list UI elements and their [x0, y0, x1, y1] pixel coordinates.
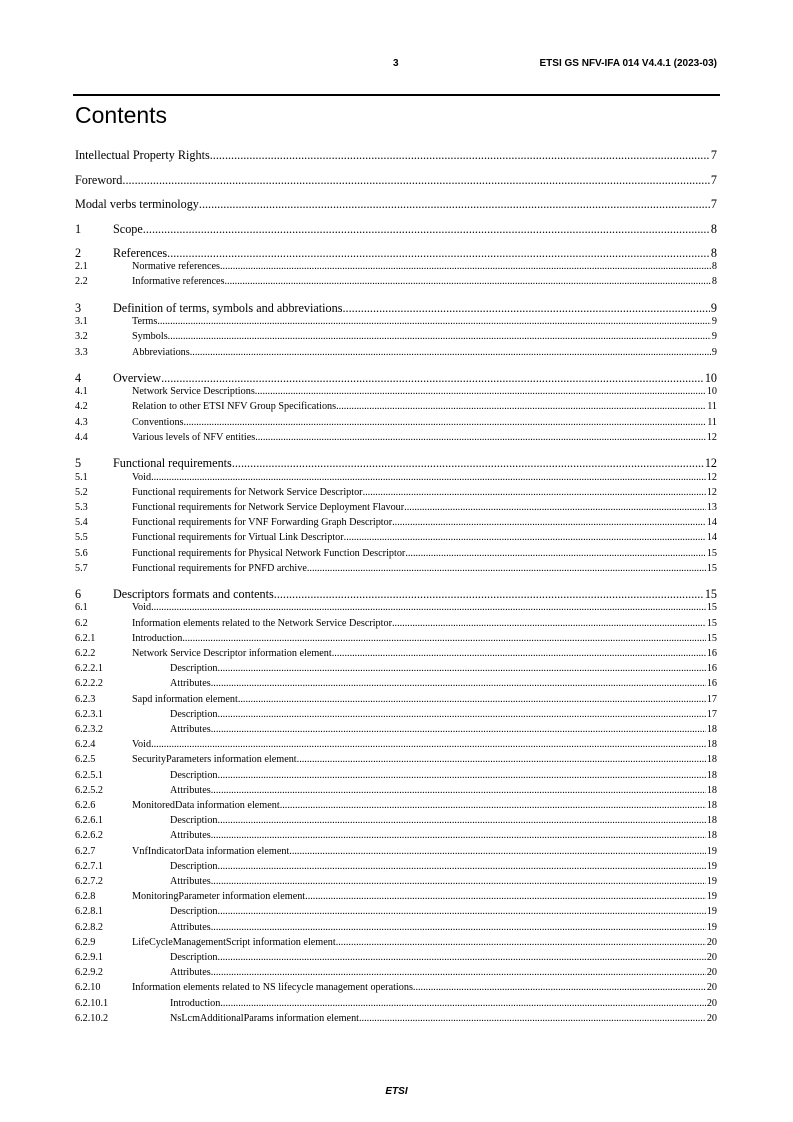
toc-entry-number: 6.2.7.2	[75, 876, 104, 887]
toc-entry-title: Description	[170, 708, 218, 720]
toc-entry[interactable]	[75, 998, 717, 1009]
toc-entry-title: Abbreviations	[132, 346, 190, 358]
toc-entry-page: 12	[706, 471, 717, 483]
toc-entry[interactable]	[75, 891, 717, 902]
toc-entry-title: Attributes	[170, 830, 211, 842]
toc-leader-dots	[224, 276, 710, 287]
toc-entry-page: 19	[706, 906, 717, 918]
toc-entry-page: 9	[711, 316, 717, 328]
toc-entry-page: 20	[706, 1012, 717, 1024]
toc-entry-number: 6.2.8.1	[75, 906, 104, 918]
toc-leader-dots	[143, 222, 710, 237]
toc-leader-dots	[413, 982, 706, 993]
toc-leader-dots	[218, 861, 706, 872]
toc-leader-dots	[210, 148, 710, 163]
toc-entry-number: 5.7	[75, 562, 88, 574]
toc-entry-number: 6.2.5.2	[75, 784, 104, 796]
toc-entry-page: 15	[706, 562, 717, 574]
toc-leader-dots	[336, 401, 706, 412]
toc-entry[interactable]	[75, 197, 717, 212]
toc-entry[interactable]	[75, 563, 717, 574]
toc-entry[interactable]	[75, 331, 717, 342]
table-of-contents	[75, 0, 717, 1100]
toc-entry-page: 14	[706, 532, 717, 544]
toc-entry[interactable]	[75, 432, 717, 443]
toc-leader-dots	[392, 618, 706, 629]
toc-entry-number: 5	[75, 456, 82, 471]
toc-entry-page: 20	[706, 967, 717, 979]
toc-entry-title: Attributes	[170, 784, 211, 796]
toc-leader-dots	[336, 937, 706, 948]
toc-entry-page: 19	[706, 860, 717, 872]
toc-entry-title: Void	[132, 471, 152, 483]
toc-entry-number: 6.2.9.2	[75, 967, 104, 979]
toc-entry-number: 3.2	[75, 331, 88, 343]
toc-entry-number: 4.1	[75, 386, 88, 398]
page-title: Contents	[75, 102, 168, 128]
toc-entry-page: 19	[706, 921, 717, 933]
toc-leader-dots	[211, 922, 706, 933]
toc-entry-number: 6.2.6.2	[75, 830, 104, 842]
toc-entry-title: Functional requirements	[113, 456, 232, 471]
toc-entry[interactable]	[75, 678, 717, 689]
toc-entry-page: 16	[706, 648, 717, 659]
toc-entry-page: 15	[706, 617, 717, 629]
toc-leader-dots	[307, 563, 706, 574]
toc-leader-dots	[238, 694, 706, 705]
toc-entry-title: Description	[170, 906, 218, 918]
toc-leader-dots	[220, 261, 711, 272]
toc-entry[interactable]	[75, 1013, 717, 1024]
toc-entry-number: 5.4	[75, 517, 88, 529]
toc-entry-page: 19	[706, 845, 717, 857]
toc-leader-dots	[167, 246, 710, 261]
toc-leader-dots	[218, 815, 706, 826]
toc-entry-page: 10	[704, 371, 717, 385]
toc-entry-number: 6.1	[75, 602, 88, 614]
toc-entry-title: Intellectual Property Rights	[75, 148, 210, 162]
toc-entry[interactable]	[75, 770, 717, 781]
toc-entry-number: 6.2.10	[75, 982, 101, 994]
toc-leader-dots	[218, 952, 706, 963]
toc-entry-number: 6.2.6.1	[75, 815, 104, 827]
toc-entry-title: Scope	[113, 221, 143, 236]
toc-entry-title: SecurityParameters information element	[132, 754, 297, 766]
toc-entry-title: Various levels of NFV entities	[132, 431, 256, 443]
toc-leader-dots	[289, 846, 706, 857]
toc-entry[interactable]	[75, 618, 717, 629]
toc-entry-number: 2	[75, 246, 82, 260]
toc-leader-dots	[343, 301, 710, 316]
toc-entry-number: 6.2.9.1	[75, 952, 104, 963]
toc-leader-dots	[255, 432, 706, 443]
toc-leader-dots	[218, 906, 706, 917]
toc-entry-number: 6.2.3.2	[75, 724, 104, 735]
toc-entry[interactable]	[75, 261, 717, 272]
toc-entry-title: Functional requirements for Network Service Descriptor	[132, 486, 363, 498]
toc-entry-page: 12	[706, 431, 717, 443]
toc-entry-title: Normative references	[132, 261, 220, 273]
toc-entry-number: 6.2.10.2	[75, 1012, 109, 1024]
toc-leader-dots	[405, 548, 706, 559]
toc-leader-dots	[211, 967, 706, 978]
toc-entry[interactable]	[75, 952, 717, 963]
toc-entry-title: Functional requirements for Network Service Deployment Flavour	[132, 501, 405, 513]
toc-entry-title: Introduction	[132, 632, 183, 644]
toc-leader-dots	[168, 331, 711, 342]
toc-entry[interactable]	[75, 386, 717, 397]
toc-entry-page: 18	[706, 800, 717, 811]
toc-entry-page: 16	[706, 678, 717, 690]
toc-entry-number: 5.1	[75, 471, 88, 483]
toc-leader-dots	[305, 891, 706, 902]
toc-entry-title: LifeCycleManagementScript information element	[132, 936, 336, 948]
toc-entry[interactable]	[75, 602, 717, 613]
toc-entry-number: 3	[75, 300, 82, 315]
toc-leader-dots	[392, 517, 706, 528]
toc-entry-title: Void	[132, 602, 152, 614]
toc-entry[interactable]	[75, 694, 717, 705]
toc-leader-dots	[280, 800, 706, 811]
toc-entry-number: 6	[75, 587, 82, 602]
toc-entry-title: Network Service Descriptions	[132, 386, 255, 398]
toc-entry-page: 8	[710, 246, 717, 260]
toc-entry-number: 6.2.3.1	[75, 708, 104, 720]
toc-entry[interactable]	[75, 222, 717, 237]
toc-leader-dots	[122, 173, 710, 188]
toc-entry-title: Network Service Descriptor information element	[132, 648, 332, 659]
toc-entry-page: 18	[706, 815, 717, 827]
toc-entry[interactable]	[75, 648, 717, 659]
toc-entry-title: Functional requirements for Virtual Link Descriptor	[132, 532, 344, 544]
toc-entry[interactable]	[75, 472, 717, 483]
toc-entry-page: 18	[706, 784, 717, 796]
toc-entry[interactable]	[75, 347, 717, 358]
toc-entry-title: VnfIndicatorData information element	[132, 845, 290, 857]
toc-leader-dots	[161, 371, 704, 386]
toc-entry-number: 2.1	[75, 261, 88, 273]
toc-entry-title: Information elements related to NS lifecycle management operations	[132, 982, 413, 994]
toc-entry-page: 20	[706, 982, 717, 994]
toc-entry-number: 6.2.4	[75, 739, 96, 751]
toc-entry-title: Terms	[132, 316, 158, 328]
toc-entry-title: Attributes	[170, 921, 211, 933]
toc-entry-title: Introduction	[170, 997, 221, 1009]
toc-entry-page: 18	[706, 769, 717, 781]
toc-entry-page: 12	[704, 456, 717, 471]
toc-entry-number: 6.2.6	[75, 800, 96, 811]
toc-entry-page: 18	[706, 830, 717, 842]
toc-entry[interactable]	[75, 967, 717, 978]
toc-leader-dots	[211, 678, 706, 689]
toc-leader-dots	[274, 587, 704, 602]
toc-entry-number: 4.2	[75, 401, 88, 413]
toc-entry-title: Symbols	[132, 331, 168, 343]
toc-entry-page: 13	[706, 501, 717, 513]
toc-entry[interactable]	[75, 417, 717, 428]
toc-entry-page: 19	[706, 891, 717, 903]
toc-entry-page: 19	[706, 876, 717, 887]
toc-entry-page: 16	[706, 663, 717, 675]
toc-leader-dots	[218, 663, 706, 674]
toc-entry[interactable]	[75, 532, 717, 543]
toc-entry-number: 6.2.8.2	[75, 921, 104, 933]
toc-leader-dots	[359, 1013, 706, 1024]
toc-entry-number: 2.2	[75, 276, 88, 288]
toc-entry[interactable]	[75, 815, 717, 826]
toc-entry[interactable]	[75, 739, 717, 750]
toc-entry[interactable]	[75, 754, 717, 765]
toc-entry-page: 15	[706, 547, 717, 559]
toc-entry-title: Modal verbs terminology	[75, 197, 199, 211]
toc-entry[interactable]	[75, 800, 717, 811]
toc-entry[interactable]	[75, 709, 717, 720]
toc-entry-title: Foreword	[75, 172, 123, 187]
toc-entry-number: 6.2.9	[75, 936, 96, 948]
toc-entry-number: 6.2.7.1	[75, 860, 104, 872]
toc-entry-page: 7	[710, 148, 717, 162]
toc-entry-number: 5.2	[75, 486, 88, 498]
toc-entry[interactable]	[75, 906, 717, 917]
toc-leader-dots	[255, 386, 706, 397]
toc-leader-dots	[211, 876, 706, 887]
toc-entry-page: 15	[706, 632, 717, 644]
toc-entry-title: Attributes	[170, 876, 211, 887]
toc-entry-number: 6.2.5.1	[75, 769, 104, 781]
toc-entry-page: 8	[711, 276, 717, 288]
toc-entry-title: References	[113, 246, 168, 260]
toc-entry-number: 4.3	[75, 416, 88, 428]
toc-leader-dots	[363, 487, 706, 498]
toc-entry-page: 14	[706, 517, 717, 529]
toc-entry-title: Description	[170, 769, 218, 781]
toc-leader-dots	[220, 998, 705, 1009]
toc-entry-title: Attributes	[170, 967, 211, 979]
toc-entry-number: 6.2.5	[75, 754, 96, 766]
toc-leader-dots	[211, 830, 706, 841]
toc-entry-title: Description	[170, 952, 218, 963]
toc-entry[interactable]	[75, 548, 717, 559]
toc-entry-number: 6.2.8	[75, 891, 96, 903]
toc-entry-title: Descriptors formats and contents	[113, 587, 274, 602]
toc-leader-dots	[232, 456, 704, 471]
toc-leader-dots	[211, 724, 706, 735]
toc-entry-number: 6.2.2.1	[75, 663, 104, 675]
toc-entry-title: Informative references	[132, 276, 225, 288]
toc-entry-number: 6.2.2.2	[75, 678, 104, 690]
toc-entry-title: Definition of terms, symbols and abbreviations	[113, 300, 343, 315]
toc-entry-title: MonitoringParameter information element	[132, 891, 306, 903]
toc-entry[interactable]	[75, 173, 717, 188]
toc-entry-page: 20	[706, 997, 717, 1009]
toc-entry-title: MonitoredData information element	[132, 800, 280, 811]
toc-leader-dots	[218, 709, 706, 720]
toc-entry-number: 6.2.7	[75, 845, 96, 857]
toc-entry[interactable]	[75, 316, 717, 327]
toc-entry-page: 9	[711, 331, 717, 343]
toc-entry-page: 18	[706, 724, 717, 735]
toc-leader-dots	[151, 472, 706, 483]
toc-entry[interactable]	[75, 587, 717, 602]
toc-entry[interactable]	[75, 371, 717, 386]
toc-entry[interactable]	[75, 456, 717, 471]
toc-entry-page: 15	[706, 602, 717, 614]
toc-entry-title: Relation to other ETSI NFV Group Specifications	[132, 401, 337, 413]
toc-entry-number: 4	[75, 371, 82, 385]
toc-entry-title: Conventions	[132, 416, 184, 428]
toc-entry-page: 12	[706, 486, 717, 498]
toc-entry[interactable]	[75, 487, 717, 498]
toc-entry-page: 8	[710, 221, 717, 236]
toc-entry-title: Information elements related to the Network Service Descriptor	[132, 617, 392, 629]
toc-entry[interactable]	[75, 846, 717, 857]
toc-leader-dots	[199, 197, 710, 212]
toc-leader-dots	[182, 633, 705, 644]
toc-entry-number: 6.2.2	[75, 648, 96, 659]
toc-entry-number: 4.4	[75, 431, 88, 443]
toc-entry-number: 3.3	[75, 346, 88, 358]
toc-entry-page: 7	[710, 172, 717, 187]
toc-entry-page: 20	[706, 952, 717, 963]
toc-entry[interactable]	[75, 922, 717, 933]
toc-entry-page: 20	[706, 936, 717, 948]
toc-entry[interactable]	[75, 148, 717, 163]
toc-entry-number: 1	[75, 221, 82, 236]
toc-entry[interactable]	[75, 502, 717, 513]
toc-entry-title: Functional requirements for Physical Network Function Descriptor	[132, 547, 406, 559]
toc-leader-dots	[211, 785, 706, 796]
document-id: ETSI GS NFV-IFA 014 V4.4.1 (2023-03)	[539, 58, 717, 69]
toc-entry-number: 6.2.1	[75, 632, 96, 644]
toc-entry[interactable]	[75, 246, 717, 261]
toc-entry[interactable]	[75, 276, 717, 287]
toc-entry-title: NsLcmAdditionalParams information element	[170, 1012, 359, 1024]
toc-entry[interactable]	[75, 785, 717, 796]
toc-entry-title: Description	[170, 860, 218, 872]
toc-entry[interactable]	[75, 982, 717, 993]
toc-entry[interactable]	[75, 663, 717, 674]
toc-leader-dots	[218, 770, 706, 781]
toc-entry-number: 5.3	[75, 501, 88, 513]
toc-leader-dots	[297, 754, 706, 765]
toc-entry-title: Attributes	[170, 724, 211, 735]
toc-entry[interactable]	[75, 724, 717, 735]
toc-entry[interactable]	[75, 517, 717, 528]
toc-entry-number: 3.1	[75, 316, 88, 328]
toc-entry-title: Sapd information element	[132, 693, 238, 705]
toc-leader-dots	[344, 532, 706, 543]
toc-leader-dots	[190, 347, 711, 358]
toc-entry-page: 17	[706, 708, 717, 720]
toc-leader-dots	[151, 602, 706, 613]
page-number: 3	[393, 58, 399, 69]
toc-entry-number: 5.5	[75, 532, 88, 544]
toc-entry[interactable]	[75, 876, 717, 887]
toc-entry-page: 8	[711, 261, 717, 273]
toc-entry-page: 18	[706, 739, 717, 751]
toc-entry-number: 6.2.3	[75, 693, 96, 705]
toc-leader-dots	[157, 316, 711, 327]
toc-leader-dots	[184, 417, 707, 428]
toc-entry-number: 6.2	[75, 617, 88, 629]
toc-entry[interactable]	[75, 401, 717, 412]
toc-entry[interactable]	[75, 633, 717, 644]
toc-entry[interactable]	[75, 861, 717, 872]
toc-entry-page: 15	[704, 587, 717, 602]
toc-entry[interactable]	[75, 830, 717, 841]
toc-leader-dots	[332, 648, 706, 659]
toc-entry-page: 17	[706, 693, 717, 705]
toc-entry-title: Functional requirements for PNFD archive	[132, 562, 307, 574]
toc-entry-page: 9	[710, 300, 717, 315]
toc-entry-title: Attributes	[170, 678, 211, 690]
toc-entry-page: 9	[711, 346, 717, 358]
toc-entry-page: 10	[706, 386, 717, 398]
toc-entry[interactable]	[75, 301, 717, 316]
toc-entry-title: Void	[132, 739, 152, 751]
toc-entry-number: 5.6	[75, 547, 88, 559]
toc-entry-page: 11	[707, 401, 717, 413]
toc-entry-number: 6.2.10.1	[75, 997, 109, 1009]
toc-entry[interactable]	[75, 937, 717, 948]
footer-etsi: ETSI	[385, 1086, 408, 1097]
toc-entry-title: Description	[170, 815, 218, 827]
toc-leader-dots	[151, 739, 706, 750]
toc-entry-page: 18	[706, 754, 717, 766]
toc-leader-dots	[404, 502, 706, 513]
toc-entry-page: 11	[707, 416, 717, 428]
toc-entry-title: Overview	[113, 371, 162, 385]
toc-entry-page: 7	[710, 197, 717, 211]
toc-entry-title: Functional requirements for VNF Forwarding Graph Descriptor	[132, 517, 393, 529]
toc-entry-title: Description	[170, 663, 218, 675]
